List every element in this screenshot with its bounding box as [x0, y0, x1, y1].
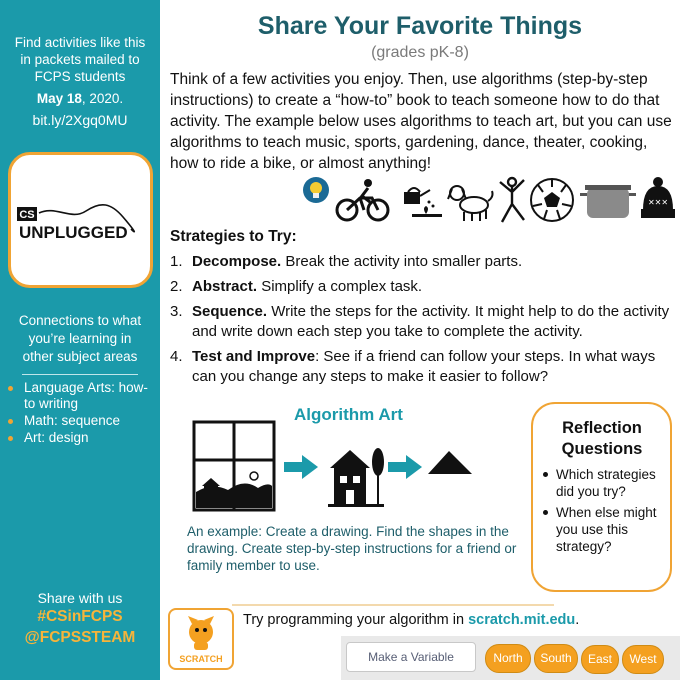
reflection-heading: Reflection Questions [561, 419, 643, 458]
triangle-shape [428, 451, 472, 474]
strategy-item-sequence: 3. Sequence. Write the steps for the activity. It might help to do the activity and write down each step you take to complete the activity. [170, 303, 670, 340]
window-drawing [194, 422, 274, 510]
social-handle[interactable]: @FCPSSTEAM [24, 629, 136, 646]
svg-text:✕✕✕: ✕✕✕ [647, 198, 669, 207]
soccer-ball-icon [531, 179, 573, 221]
cooking-pot-icon [580, 185, 636, 218]
cs-unplugged-logo [8, 152, 153, 288]
arrow-icon [284, 455, 318, 479]
scratch-link[interactable]: scratch.mit.edu [468, 612, 576, 628]
strategy-item-decompose: 1. Decompose. Break the activity into smaller parts. [170, 253, 523, 270]
info-line-1: Find activities like this [14, 35, 146, 50]
share-section [0, 590, 160, 648]
algorithm-art-illustration [192, 420, 482, 520]
logo-cs-text: CS [19, 209, 35, 221]
scratch-logo-text: SCRATCH [179, 654, 223, 664]
east-block[interactable]: East [581, 645, 619, 674]
short-link[interactable]: bit.ly/2Xgq0MU [32, 112, 128, 128]
packet-date: May 18, 2020. [36, 91, 124, 106]
grade-range: (grades pK-8) [371, 44, 469, 61]
north-block[interactable]: North [485, 644, 531, 673]
info-line-3: FCPS students [34, 69, 126, 84]
strategies-heading: Strategies to Try: [170, 228, 297, 245]
list-item: Art: design [6, 430, 156, 446]
strategy-item-abstract: 2. Abstract. Simplify a complex task. [170, 278, 423, 295]
dog-icon [448, 186, 493, 221]
cyclist-icon [337, 179, 388, 220]
house-drawing [328, 448, 384, 507]
connections-line-2: you’re learning in [28, 331, 132, 346]
winter-hat-icon [641, 177, 675, 218]
algorithm-art-title: Algorithm Art [294, 405, 403, 424]
activity-icons [302, 176, 680, 224]
info-line-2: in packets mailed to [20, 52, 140, 67]
sidebar-info [0, 0, 160, 148]
connections-list [6, 380, 156, 447]
make-variable-button[interactable]: Make a Variable [346, 642, 476, 672]
strategies-list [170, 252, 675, 392]
hashtag[interactable]: #CSinFCPS [37, 608, 123, 625]
reflection-questions [542, 466, 666, 559]
lightbulb-icon [303, 177, 329, 203]
list-item: Math: sequence [6, 413, 156, 429]
connections-heading [0, 312, 160, 366]
try-scratch-text: Try programming your algorithm in scratch.mit.edu. [243, 612, 580, 628]
dancer-icon [500, 178, 524, 222]
logo-word-text: UNPLUGGED [19, 223, 128, 242]
connections-line-3: other subject areas [22, 349, 138, 364]
page-title: Share Your Favorite Things [257, 12, 583, 40]
example-caption: An example: Create a drawing. Find the shapes in the drawing. Create step-by-step instructions for a friend or family member to use. [187, 524, 517, 573]
connections-line-1: Connections to what [18, 313, 142, 328]
intro-text: Think of a few activities you enjoy. Then, use algorithms (step-by-step instructions) to create a “how-to” book to teach someone how to do that activity. The example below uses algorithms to teach art, but you can use algorithms to teach music, sports, gardening, dance, theater, cooking, how to ride a bike, or almost anything! [170, 71, 672, 172]
connections-divider [22, 374, 138, 375]
list-item: Language Arts: how-to writing [6, 380, 156, 412]
west-block[interactable]: West [622, 645, 664, 674]
share-label: Share with us [37, 590, 123, 606]
list-item: When else might you use this strategy? [542, 504, 666, 555]
south-block[interactable]: South [534, 644, 578, 673]
divider [232, 604, 554, 606]
list-item: Which strategies did you try? [542, 466, 666, 500]
scratch-logo [168, 608, 234, 670]
strategy-item-test-improve: 4. Test and Improve: See if a friend can follow your steps. In what ways can you change any steps to make it easier to follow? [170, 348, 656, 385]
arrow-icon [388, 455, 422, 479]
watering-can-icon [404, 188, 442, 217]
